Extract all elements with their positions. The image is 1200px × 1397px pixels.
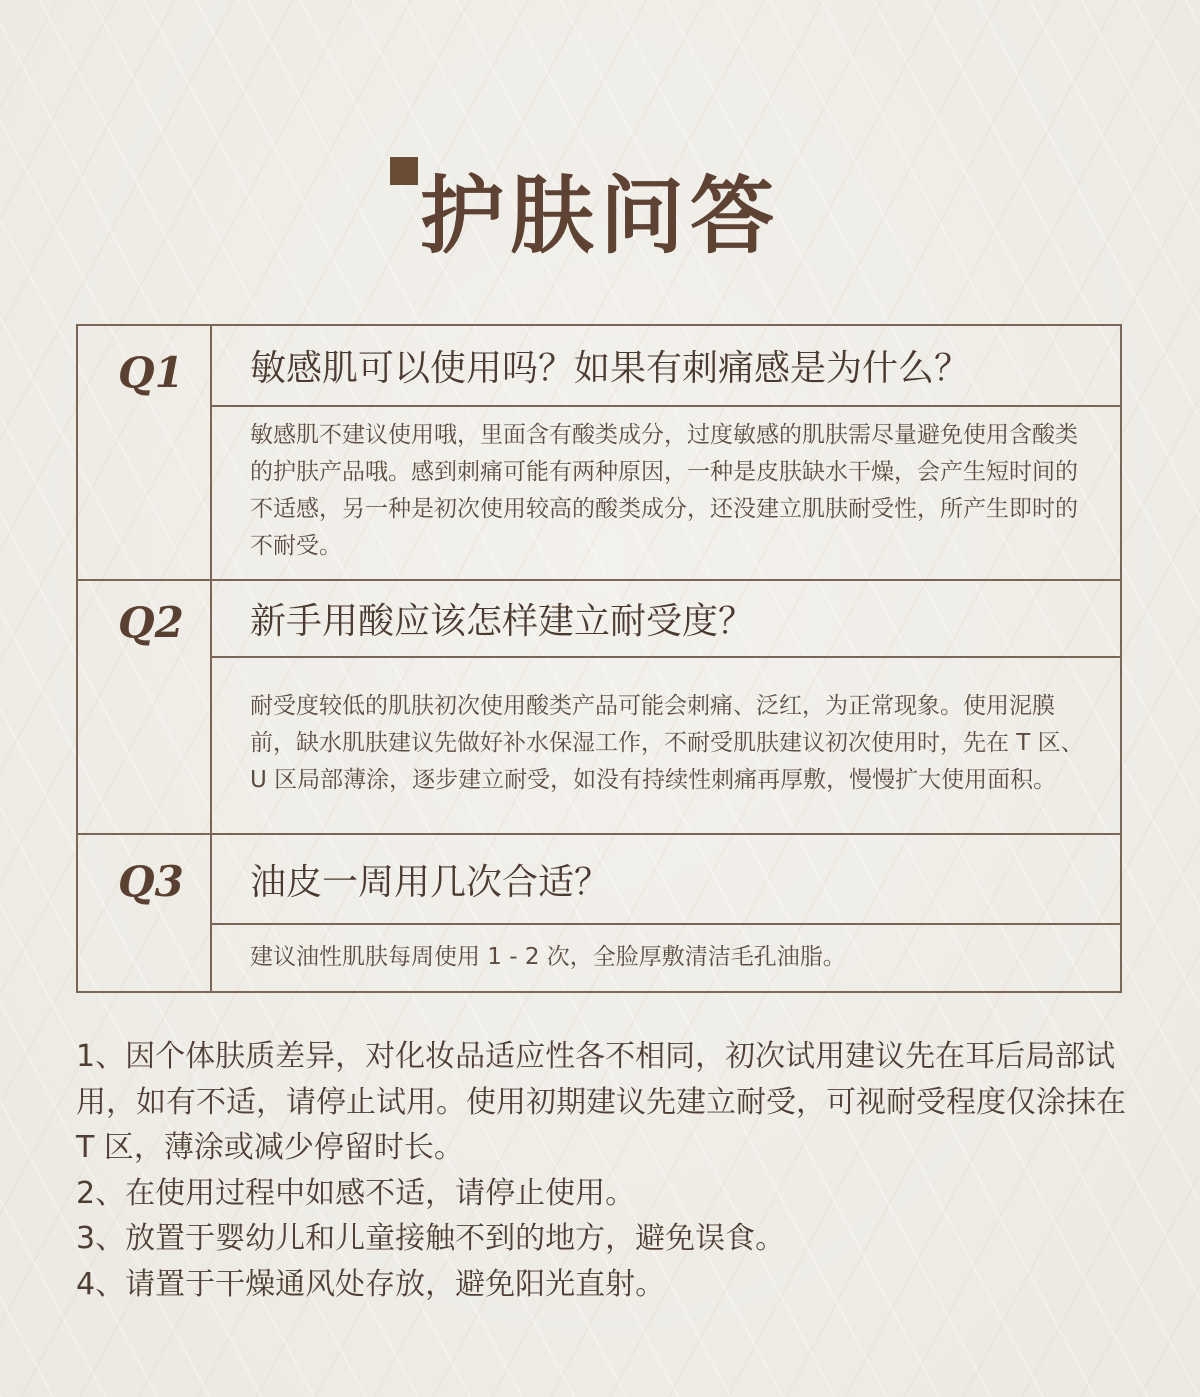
faq-body xyxy=(212,581,1120,833)
note-item: 4、请置于干燥通风处存放，避免阳光直射。 xyxy=(76,1266,666,1302)
note-item: 1、因个体肤质差异，对化妆品适应性各不相同，初次试用建议先在耳后局部试用，如有不适，请停止试用。使用初期建议先建立耐受，可视耐受程度仅涂抹在 T 区，薄涂或减少停留时长。 xyxy=(76,1039,1126,1165)
faq-body xyxy=(212,835,1120,991)
question-text: 敏感肌可以使用吗？如果有刺痛感是为什么？ xyxy=(212,326,1120,407)
faq-row-q1 xyxy=(78,326,1120,579)
page-title: 护肤问答 xyxy=(419,167,780,265)
faq-body xyxy=(212,326,1120,579)
faq-table xyxy=(76,324,1122,993)
answer-text: 建议油性肌肤每周使用 1 - 2 次，全脸厚敷清洁毛孔油脂。 xyxy=(250,943,846,970)
note-item: 2、在使用过程中如感不适，请停止使用。 xyxy=(76,1175,636,1211)
question-text: 油皮一周用几次合适？ xyxy=(212,835,1120,925)
answer-text: 敏感肌不建议使用哦，里面含有酸类成分，过度敏感的肌肤需尽量避免使用含酸类的护肤产品哦。感到刺痛可能有两种原因，一种是皮肤缺水干燥，会产生短时间的不适感，另一种是初次使用较高的酸类成分，还没建立肌肤耐受性，所产生即时的不耐受。 xyxy=(250,422,1078,559)
question-label: Q3 xyxy=(78,835,212,991)
faq-row-q3 xyxy=(78,833,1120,991)
answer-text: 耐受度较低的肌肤初次使用酸类产品可能会刺痛、泛红，为正常现象。使用泥膜前，缺水肌肤建议先做好补水保湿工作，不耐受肌肤建议初次使用时，先在 T 区、U 区局部薄涂，逐步建立耐受，如没有持续性刺痛再厚敷，慢慢扩大使用面积。 xyxy=(250,693,1084,793)
question-label: Q1 xyxy=(78,326,212,579)
note-item: 3、放置于婴幼儿和儿童接触不到的地方，避免误食。 xyxy=(76,1221,786,1256)
question-text: 新手用酸应该怎样建立耐受度？ xyxy=(212,581,1120,658)
question-label: Q2 xyxy=(78,581,212,833)
faq-row-q2 xyxy=(78,579,1120,833)
usage-notes xyxy=(76,1034,1126,1307)
